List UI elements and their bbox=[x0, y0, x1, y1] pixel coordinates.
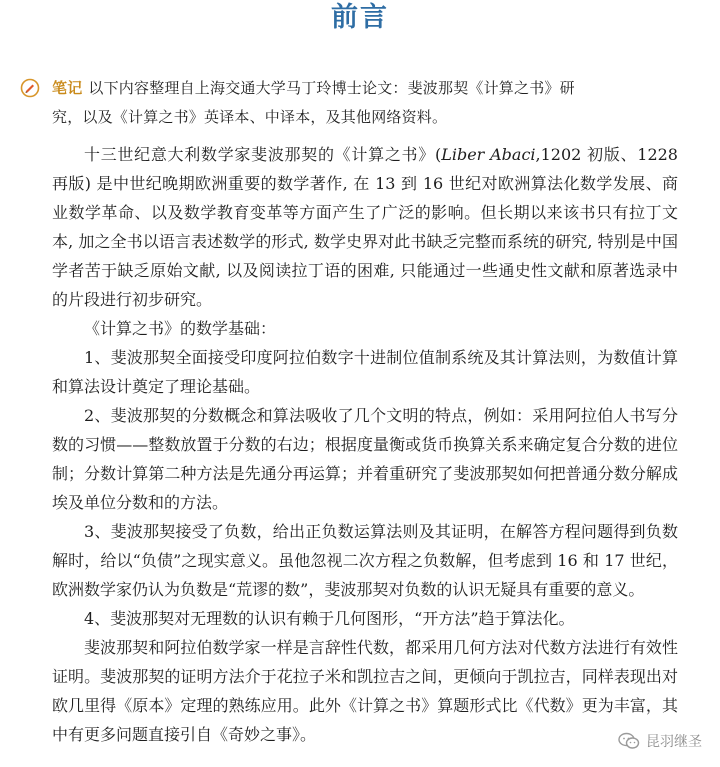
point-1: 1、斐波那契全面接受印度阿拉伯数字十进制位值制系统及其计算法则，为数值计算和算法设计奠定了理论基础。 bbox=[52, 348, 678, 396]
point-2: 2、斐波那契的分数概念和算法吸收了几个文明的特点，例如：采用阿拉伯人书写分数的习惯——整数放置于分数的右边；根据度量衡或货币换算关系来确定复合分数的进位制；分数计算第二种方法是先通分再运算；并着重研究了斐波那契如何把普通分数分解成埃及单位分数和的方法。 bbox=[52, 406, 678, 512]
note-line-1: 以下内容整理自上海交通大学马丁玲博士论文：斐波那契《计算之书》研 bbox=[88, 79, 575, 97]
note-block bbox=[20, 74, 680, 132]
closing-paragraph: 斐波那契和阿拉伯数学家一样是言辞性代数，都采用几何方法对代数方法进行有效性证明。斐波那契的证明方法介于花拉子米和凯拉吉之间，更倾向于凯拉吉，同样表现出对欧几里得《原本》定理的熟练应用。此外《计算之书》算题形式比《代数》更为丰富，其中有更多问题直接引自《奇妙之事》。 bbox=[52, 638, 678, 744]
note-label: 笔记 bbox=[52, 79, 83, 97]
note-pen-icon bbox=[20, 78, 40, 98]
watermark-text: 昆羽继圣 bbox=[646, 734, 702, 750]
note-line-2: 究，以及《计算之书》英译本、中译本，及其他网络资料。 bbox=[52, 108, 448, 126]
basis-heading: 《计算之书》的数学基础： bbox=[84, 319, 277, 338]
note-text bbox=[52, 74, 680, 132]
intro-paragraph: 十三世纪意大利数学家斐波那契的《计算之书》(Liber Abaci,1202 初版、1228 再版) 是中世纪晚期欧洲重要的数学著作, 在 13 到 16 世纪对欧洲算法化数学发展、商业数学革命、以及数学教育变革等方面产生了广泛的影响。但长期以来该书只有拉丁文本, 加之全书以语言表述数学的形式, 数学史界对此书缺乏完整而系统的研究, 特别是中国学者苦于缺乏原始文献, 以及阅读拉丁语的困难, 只能通过一些通史性文献和原著选录中的片段进行初步研究。 bbox=[52, 145, 678, 309]
latin-title: Liber Abaci bbox=[441, 145, 536, 164]
point-4: 4、斐波那契对无理数的认识有赖于几何图形，“开方法”趋于算法化。 bbox=[84, 609, 575, 628]
watermark bbox=[614, 729, 706, 753]
wechat-icon bbox=[618, 732, 640, 750]
point-3: 3、斐波那契接受了负数，给出正负数运算法则及其证明，在解答方程问题得到负数解时，给以“负债”之现实意义。虽他忽视二次方程之负数解，但考虑到 16 和 17 世纪，欧洲数学家仍认为负数是“荒谬的数”，斐波那契对负数的认识无疑具有重要的意义。 bbox=[52, 522, 678, 599]
main-text bbox=[52, 140, 678, 749]
page-title: 前言 bbox=[331, 2, 389, 33]
